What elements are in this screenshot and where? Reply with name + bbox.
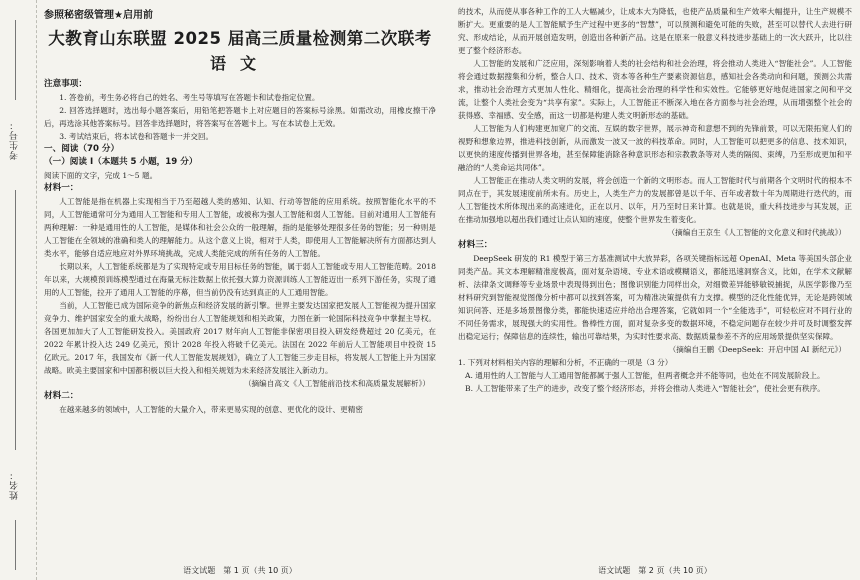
question-1-option-a: A. 通用性的人工智能与人工通用智能都属于强人工智能，但两者概念并不能等同，也处在不同发展阶段上。 <box>465 371 825 380</box>
question-1: 1. 下列对材料相关内容的理解和分析，不正确的一项是（3 分） <box>458 358 673 367</box>
material-1-source: （摘编自高文《人工智能前沿技术和高质量发展解析》） <box>243 379 430 388</box>
section-heading: 一、阅读（70 分） <box>44 144 120 154</box>
material-3-heading: 材料三： <box>458 240 493 250</box>
material-3-source: （摘编自王鹏《DeepSeek：开启中国 AI 新纪元》） <box>668 345 846 354</box>
page-footer: 语文试题 第 1 页（共 10 页） <box>183 566 297 575</box>
material-2-paragraph-1: 在越来越多的领域中，人工智能的大量介入，带来更易实现的创意、更优化的设计、更精密 <box>59 405 363 414</box>
note-1: 1. 答卷前，考生务必将自己的姓名、考生号等填写在答题卡和试卷指定位置。 <box>59 93 320 102</box>
subject-title: 语文 <box>209 54 270 73</box>
instruction: 阅读下面的文字，完成 1～5 题。 <box>44 171 158 180</box>
gutter-line <box>15 190 16 450</box>
subsection-heading: （一）阅读 I（本题共 5 小题，19 分） <box>44 157 198 167</box>
material-2-paragraph-3: 人工智能为人们构建更加宽广的交流、互娱的数字世界，展示神奇和意想不到的先锋前景，可以无限拓宽人们的视野和想象边界，推进科技创新，从而激发一波又一波的科技革命。同时，人工智能可以把更多的信息、技术知识，以更快的速度传播到世界各地，甚至保障能消除各种意识形态和宗教教条等对人类的隔阂、束缚，乃至形成更加和平融洽的“人类命运共同体”。 <box>458 124 852 172</box>
note-2: 2. 回答选择题时，选出每小题答案后，用铅笔把答题卡上对应题目的答案标号涂黑。如需改动，用橡皮擦干净后，再选涂其他答案标号。回答非选择题时，将答案写在答题卡上。写在本试卷上无效。 <box>44 106 436 128</box>
page-2 <box>458 0 852 580</box>
exam-title: 大教育山东联盟 2025 届高三质量检测第二次联考 <box>48 29 432 48</box>
material-2-paragraph-4: 人工智能正在推动人类文明的发展，将会创造一个新的文明形态。而人工智能时代与前期各个文明时代的根本不同点在于，其发展速度前所未有。历史上，人类生产力的发展都曾是以千年、百年或者数十年为周期进行迭代的，而人工智能技术所体现出来的高速进化，正在以月、以年，月乃至时日来计算。也就是说，重大科技进步与其发展，正在推动加强地以超出我们通过让点认知的速度，使整个世界发生着变化。 <box>458 176 852 224</box>
material-1-heading: 材料一： <box>44 183 79 193</box>
question-1-option-b: B. 人工智能带来了生产的进步，改变了整个经济形态，并将会推动人类进入“智能社会”，使社会更有秩序。 <box>465 384 825 393</box>
name-line <box>15 520 16 570</box>
material-2-source: （摘编自王京生《人工智能的文化意义和时代挑战》） <box>667 228 846 237</box>
material-1-paragraph-2: 长期以来，人工智能系统都是为了实现特定或专用目标任务的智能，属于弱人工智能或专用人工智能范畴。2018 年以来，大规模预训练模型通过在海量无标注数据上依托强大算力资源训练人工智能迈出一系列下游任务，实现了通用的人工智能，拉开了通用人工智能的序幕，但当前仍没有达到真正的人工通用智能。 <box>44 262 436 297</box>
binding-gutter <box>0 0 37 580</box>
page-1 <box>44 0 436 580</box>
name-label: 姓名： <box>10 470 20 500</box>
material-2-heading: 材料二： <box>44 391 79 401</box>
material-2-continued: 的技术，从而使从事各种工作的工人大幅减少，让成本大为降低，也使产品质量和生产效率大幅提升，让生产规模不断扩大。更重要的是人工智能赋予生产过程中更多的“智慧”，可以预测和避免可能的失败，甚至可以替代人去进行研究、形成结论，从而开展创造发明，创造出各种新产品。这是在原来一般意义科技进步基础上的一次大跃升，比以往更了整个经济形态。 <box>458 7 852 55</box>
material-3-paragraph: DeepSeek 研发的 R1 模型于第三方基准测试中大放异彩，各项关键指标远超 OpenAI、Meta 等美国头部企业同类产品。其文本理解精准度极高，面对复杂语境、专业术语或模糊语义，都能迅速洞察含义，比如，在学术文献解析、法律条文调释等专业场景中表现得到出色；图像识别能力同样出众，对细微差异能够敏锐捕捉，从医学影像乃至材料研究到智能视觉图像分析中都可以找到答案，可为精准决策提供有力支撑。模型的泛化性能优异，无论是跨领域知识问答、还是多场景图像分类，都能快速适应并给出合理答案，它就如同一个“全能选手”，可轻松应对不同行业的不同任务需求，展现强大的实用性。鲁棒性方面，面对复杂多变的数据环境，不稳定问题存在较少并可及时调整发挥出稳定运行；保障信息的连续性，输出可靠结果，为实时性要求高、数据质量参差不齐的应用场景提供坚实保障。 <box>458 254 852 341</box>
secrecy-label: 参照秘密级管理★启用前 <box>44 10 153 21</box>
material-2-paragraph-2: 人工智能的发展和广泛应用，深刻影响着人类的社会结构和社会治理，将会推动人类进入“智能社会”。人工智能将会通过数据搜集和分析，整合人口、技术、资本等各种生产要素资源信息，感知社会各类动向和问题，预测公共需求，推动社会治理方式更加人性化、精细化，提高社会治理的科学性和实效性。它能够更好地促进国家之间和平交流，让整个人类社会变为“共享有家”。实际上，人工智能正不断深入地在各方面参与社会治理，从而增强整个社会的获得感、幸福感、安全感，而这一切都是构建人类文明新形态的基础。 <box>458 59 852 120</box>
note-3: 3. 考试结束后，将本试卷和答题卡一并交回。 <box>59 132 214 141</box>
material-1-paragraph-3: 当前，人工智能已成为国际竞争的新焦点和经济发展的新引擎。世界主要发达国家把发展人工智能视为提升国家竞争力、维护国家安全的重大战略，纷纷出台人工智能规划和相关政策，力图在新一轮国际科技竞争中掌握主导权。各国更加加大了人工智能研发投入。美国政府 2017 财年向人工智能非保密项目投入研发经费超过 20 亿美元，在 2022 年累计投入达 249 亿美元，预计 2028 年投入将破千亿美元。法国在 2022 年前后人工智能项目中投资 15 亿欧元。2017 年，我国发布《新一代人工智能发展规划》，确立了人工智能三步走目标，将发展人工智能上升为国家战略。欧美主要国家和中国都积极以巨大投入和相关规划为未来经济发展注入新动力。 <box>44 301 436 375</box>
exam-number-line <box>15 20 16 100</box>
exam-number-label: 考生号： <box>10 120 20 160</box>
page-footer: 语文试题 第 2 页（共 10 页） <box>598 566 712 575</box>
notes-heading: 注意事项： <box>44 79 87 89</box>
material-1-paragraph-1: 人工智能是指在机器上实现相当于乃至超越人类的感知、认知、行动等智能的应用系统。按照智能化水平的不同，人工智能通常可分为通用人工智能和专用人工智能，或被称为强人工智能和弱人工智能。目前对通用人工智能有两种理解：一种是通用性的人工智能，是媒体和社会公众的一般理解，指的是能够处理很多任务的智能；另一种则是人工智能在全领域的准确和类人的理解能力。从这个意义上说，相对于人类，即使用人工智能解决所有方面都达到人类水平，能够自适应地应对外界环境挑战，完成人类能完成的所有任务的人工智能。 <box>44 197 436 258</box>
